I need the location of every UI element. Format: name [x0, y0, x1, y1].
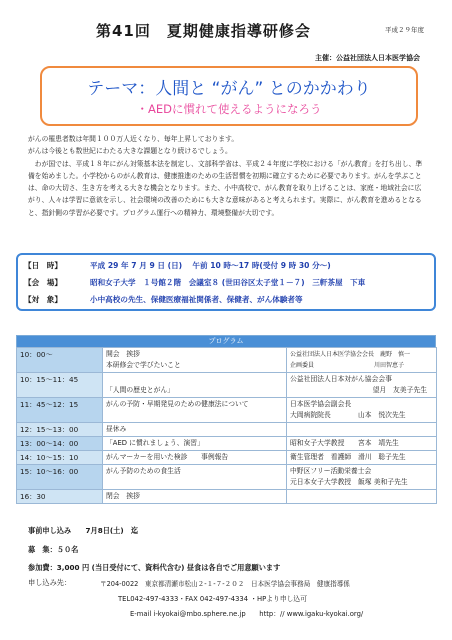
program-session — [103, 451, 287, 465]
speaker-line: 企画委員 川田智恵子 — [290, 362, 405, 369]
program-speaker — [287, 465, 437, 490]
session-line: 本研修会で学びたいこと — [106, 361, 181, 369]
session-line: 開会 挨拶 — [106, 350, 140, 358]
speaker-line: 日本医学協会副会長 — [290, 400, 352, 408]
program-time: 14：10～15：10 — [17, 451, 103, 465]
session-line — [106, 374, 283, 385]
program-speaker — [287, 398, 437, 423]
session-line: 昼休み — [106, 425, 127, 433]
program-speaker — [287, 348, 437, 373]
program-speaker — [287, 373, 437, 398]
speaker-line: 衛生管理者 看護師 滑川 聡子先生 — [290, 453, 406, 461]
contact-web[interactable]: E-mail i-kyokai@mbo.sphere.ne.jp http：// www.igaku-kyokai.org/ — [130, 610, 364, 618]
intro-text — [28, 133, 428, 219]
speaker-line: 大岡病院院長 山本 悦次先生 — [290, 411, 406, 419]
session-line: 「AED に慣れましょう、演習」 — [106, 439, 204, 447]
page-title: 第41回 夏期健康指導研修会 — [96, 22, 311, 40]
capacity: 募 集：５０名 — [28, 545, 79, 554]
program-time: 10：15～11：45 — [17, 373, 103, 398]
intro-paragraph: がんの罹患者数は年間１００万人近くなり、毎年上昇しております。 — [28, 135, 239, 143]
program-row — [17, 465, 437, 490]
theme-subtitle: ・AEDに慣れて使えるようになろう — [136, 102, 322, 116]
speaker-line: 昭和女子大学教授 宮本 靖先生 — [290, 439, 399, 447]
info-date-label: 【日 時】 — [24, 261, 62, 270]
program-time: 10：00～ — [17, 348, 103, 373]
session-line: がんマーカーを用いた検診 事例報告 — [106, 453, 229, 461]
program-time: 16：30 — [17, 490, 103, 504]
program-session — [103, 398, 287, 423]
program-section — [16, 335, 436, 504]
theme-title: テーマ：人間と “がん” とのかかわり — [87, 79, 371, 99]
program-row — [17, 451, 437, 465]
session-line: 閉会 挨拶 — [106, 492, 140, 500]
program-time: 13：00～14：00 — [17, 437, 103, 451]
program-header: プログラム — [16, 335, 436, 347]
program-table — [16, 347, 437, 504]
program-speaker — [287, 490, 437, 504]
organizer: 主催：公益社団法人日本医学協会 — [315, 54, 420, 62]
intro-paragraph: わが国では、平成１８年にがん対策基本法を制定し、文部科学省は、平成２４年度に学校における「がん教育」を打ち出し、準備を始めました。小学校からのがん教育は、健康推進のための生活習慣を初期に確立するために必要であります。がんを学ぶことは、命の大切さ、生き方を考える大きな機会となります。また、小中高校で、がん教育を取り上げることは、家庭・地域社会に広がり、人々は学習に意欲を示し、社会環境の改善のためにも大きな意味があると考えられます。実際に、がん教育を進めるとなると、指針側の学習が必要です。プログラム運行への精神力、環境整備が大切です。 — [28, 159, 423, 217]
program-row — [17, 437, 437, 451]
year-label: 平成２９年度 — [385, 26, 424, 34]
program-session — [103, 490, 287, 504]
info-venue-label: 【会 場】 — [24, 278, 62, 287]
info-target-row — [24, 294, 303, 305]
program-speaker — [287, 437, 437, 451]
speaker-line — [290, 491, 433, 502]
program-session — [103, 373, 287, 398]
info-venue-row — [24, 277, 365, 288]
speaker-line: 元日本女子大学教授 飯塚 美和子先生 — [290, 478, 408, 486]
speaker-line: 公益社団法人日本医学協会会長 鹿野 慎一 — [290, 351, 411, 358]
program-speaker — [287, 451, 437, 465]
theme-box — [40, 66, 418, 126]
program-row — [17, 423, 437, 437]
program-row — [17, 490, 437, 504]
program-row — [17, 373, 437, 398]
event-info-box — [16, 253, 436, 311]
speaker-line: 望月 友美子先生 — [372, 386, 427, 394]
contact-address: 〒204-0022 東京都清瀬市松山２-１-７-２０２ 日本医学協会事務局 健康指導係 — [100, 580, 350, 588]
speaker-line — [290, 424, 433, 435]
program-session — [103, 348, 287, 373]
info-target-label: 【対 象】 — [24, 295, 62, 304]
program-row — [17, 398, 437, 423]
program-session — [103, 437, 287, 451]
info-date-value: 平成 29 年 7 月 9 日 (日) 午前 10 時～17 時(受付 9 時 30 分～) — [90, 261, 331, 270]
info-venue-value: 昭和女子大学 １号館２階 会議室８ (世田谷区太子堂１－７) 三軒茶屋 下車 — [90, 278, 366, 287]
program-time: 12：15～13：00 — [17, 423, 103, 437]
session-line: 「人間の歴史とがん」 — [106, 386, 174, 394]
program-row — [17, 348, 437, 373]
program-session — [103, 423, 287, 437]
speaker-line: 公益社団法人日本対がん協会会事 — [290, 375, 392, 383]
contact-tel: TEL042-497-4333・FAX 042-497-4334 ・HPより申し込可 — [118, 595, 308, 603]
info-date-row — [24, 260, 331, 271]
intro-paragraph: がんは今後とも数世紀にわたる大きな課題となり続けるでしょう。 — [28, 147, 232, 156]
fee: 参加費：3,000 円 (当日受付にて、資料代含む) 昼食は各自でご用意願います — [28, 563, 281, 572]
speaker-line: 中野区フリー活動栄養士会 — [290, 467, 372, 475]
session-line: がんの予防・早期発見のための健康法について — [106, 400, 249, 408]
session-line: がん予防のための食生活 — [106, 467, 181, 475]
contact-label: 申し込み先： — [28, 578, 72, 587]
info-target-value: 小中高校の先生、保健医療福祉関係者、保健者、がん体験者等 — [90, 295, 303, 304]
program-time: 11：45～12：15 — [17, 398, 103, 423]
program-time: 15：10～16：00 — [17, 465, 103, 490]
program-speaker — [287, 423, 437, 437]
apply-deadline: 事前申し込み 7月8日(土) 迄 — [28, 526, 139, 535]
program-session — [103, 465, 287, 490]
